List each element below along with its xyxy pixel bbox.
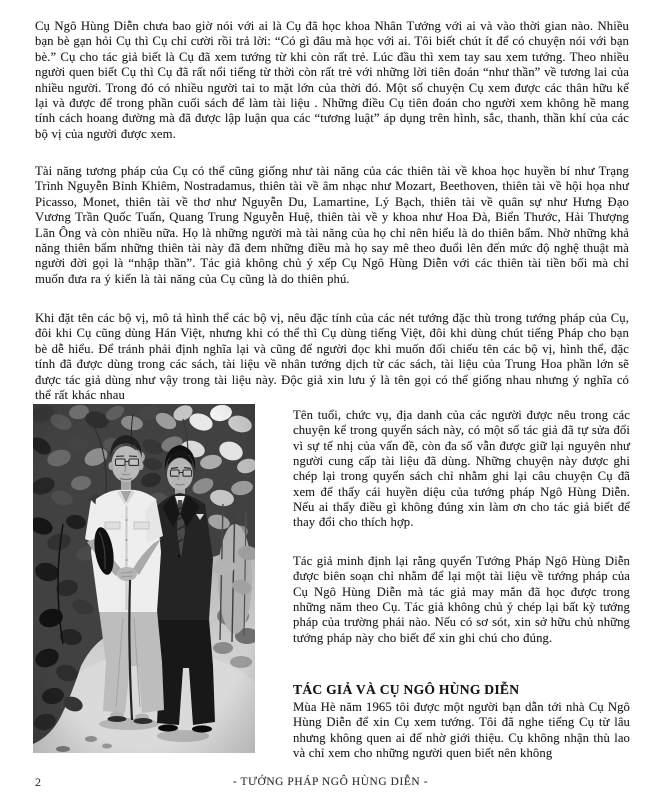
photo-ngo-hung-dien-and-author <box>33 404 255 753</box>
paragraph-author-clarification: Tác giả minh định lại rằng quyển Tướng Pháp Ngô Hùng Diễn được biên soạn chỉ nhằm để lại một tài liệu về tướng pháp của Cụ Ngô Hùng Diễn mà tác giả may mắn đã học được trong những năm theo Cụ. Tác giả không chủ ý chép lại bất kỳ tướng pháp của trường phái nào. Nếu có sơ sót, xin sở hữu chủ những tướng pháp này cho biết để xin ghi chú cho đúng. <box>293 554 630 645</box>
two-men-foliage-photo <box>33 404 255 753</box>
paragraph-author-meeting: Mùa Hè năm 1965 tôi được một người bạn dẫn tới nhà Cụ Ngô Hùng Diễn để xin Cụ xem tướng. Tôi đã nghe tiếng Cụ từ lâu nhưng không quen ai để nhờ giới thiệu. Cụ không nhận thù lao và chỉ xem cho những người quen biết nên không <box>293 700 630 761</box>
paragraph-talent: Tài năng tương pháp của Cụ có thể cũng giống như tài năng của các thiên tài về khoa học huyền bí như Trạng Trình Nguyễn Bỉnh Khiêm, Nostradamus, thiên tài về âm nhạc như Mozart, Beethoven, thiên tài về hội họa như Picasso, Monet, thiên tài về thơ như Nguyễn Du, Lamartine, Lý Bạch, thiên tài về quân sự như Hưng Đạo Vương Trần Quốc Tuấn, Quang Trung Nguyễn Huệ, thiên tài về y khoa như Hoa Đà, Biển Thước, Hải Thượng Lãn Ông và còn nhiều nữa. Họ là những người mà tài năng của họ chỉ nên hiểu là do thiên bẩm. Nhờ những khả năng thiên bẩm những thiên tài này đã đem những điều mà họ say mê theo đuổi lên đến mức độ nghệ thuật mà người đời gọi là “nhập thần”. Tác giả không chủ ý xếp Cụ Ngô Hùng Diễn với các thiên tài tiền bối mà chỉ muốn đưa ra ý kiến là tài năng của Cụ cũng là do thiên phú. <box>35 163 629 286</box>
photo-vignette <box>33 404 255 753</box>
section-heading: TÁC GIẢ VÀ CỤ NGÔ HÙNG DIỄN <box>293 682 520 697</box>
paragraph-names-note: Tên tuổi, chức vụ, địa danh của các người được nêu trong các chuyện kể trong quyển sách này, có một số tác giả đã tự sửa đổi vì sự tế nhị của vấn đề, còn đa số vẫn được giữ lại nguyên như người cung cấp tài liệu đã dùng. Những chuyện này được ghi chép lại trong quyển sách chỉ nhằm ghi lại câu chuyện Cụ đã xem để thấy cái huyền diệu của tướng pháp Ngô Hùng Diễn. Nếu ai thấy điều gì không đúng xin làm ơn cho tác giả biết để thay đổi cho thích hợp. <box>293 408 630 530</box>
running-title: - TƯỚNG PHÁP NGÔ HÙNG DIỄN - <box>232 776 429 788</box>
paragraph-terminology: Khi đặt tên các bộ vị, mô tả hình thể các bộ vị, nêu đặc tính của các nét tướng đặc thù trong tướng pháp của Cụ, đôi khi Cụ cũng dùng Hán Việt, nhưng khi có thể thì Cụ dùng tiếng Việt, đôi khi dùng chút tiếng Pháp cho bạn bè dễ hiểu. Để tránh phải định nghĩa lại và cũng để người đọc khi muốn đối chiếu tên các bộ vị, hình thể, đặc tính đã được dùng trong các sách, tài liệu về nhân tướng dịch từ các sách, tài liệu của Trung Hoa phần lớn sẽ được tác giả dùng như vậy trong tài liệu này. Độc giả xin lưu ý là tên gọi có thể giống nhau nhưng ý nghĩa có thể rất khác nhau <box>35 310 629 402</box>
paragraph-intro: Cụ Ngô Hùng Diễn chưa bao giờ nói với ai là Cụ đã học khoa Nhân Tướng với ai và vào thời gian nào. Nhiều bạn bè gạn hỏi Cụ thì Cụ chỉ cười rồi trả lời: “Có gì đâu mà học với ai. Tôi biết chút ít để có chuyện nói với bạn bè.” Cụ cho tác giả biết là Cụ đã xem tướng từ khi còn rất trẻ. Lúc đầu thì xem tay sau xem tướng. Theo nhiều người quen biết Cụ thì Cụ đã rất nổi tiếng từ thời còn rất trẻ với những lời tiên đoán “như thần” về tương lai của nhiều người. Trong đó có nhiều người tai to mặt lớn của thời đó. Một số chuyện Cụ xem được các thân hữu kể lại và được để trong phần cuối sách để làm tài liệu . Những điều Cụ tiên đoán cho người xem không hề mang tính cách hoang đường mà đã được lập luận qua các “tương luật” áp dụng trên hình, sắc, thanh, thần khí của các bộ vị của người được xem. <box>35 18 629 141</box>
page-number: 2 <box>35 775 41 789</box>
